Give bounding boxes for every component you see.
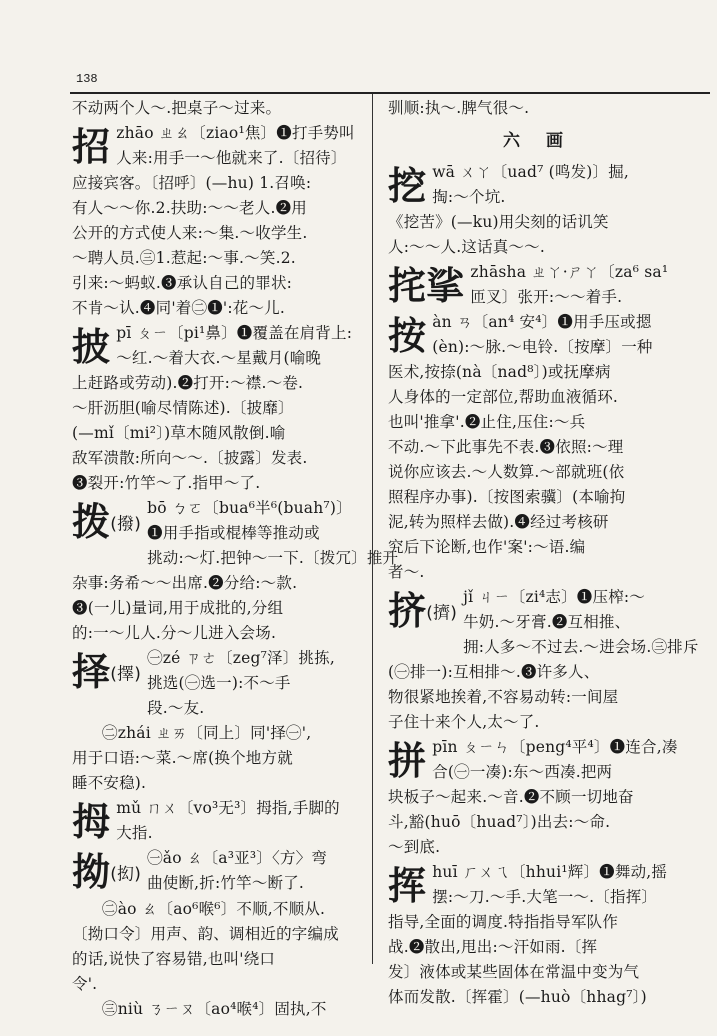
entry-text-line: 用于口语:～菜.～席(换个地方就 <box>72 749 293 767</box>
headword <box>388 739 426 783</box>
headword <box>72 325 110 369</box>
headword <box>72 650 141 697</box>
headword <box>388 264 464 308</box>
headword-variant: (擇) <box>110 664 142 685</box>
headword <box>72 800 110 844</box>
entry-text-line: 大指. <box>116 824 153 842</box>
entry-text-line: 摆:～刀.～手.大笔一～.〔指挥〕 <box>432 888 658 906</box>
entry-text-line: (㊀排一):互相排～.❸许多人、 <box>388 663 600 681</box>
entry-text-line: 人来:用手一～他就来了.〔招待〕 <box>116 149 347 167</box>
headword-char: 拇 <box>72 800 111 844</box>
entry-text-line: 段.～友. <box>147 699 205 717</box>
entry-text-line: 有人～～你.2.扶助:～～老人.❷用 <box>72 199 307 217</box>
entry-text-line: 杂事:务希～～出席.❷分给:～款. <box>72 574 298 592</box>
entry-text-line: 睡不安稳). <box>72 774 147 792</box>
entry-text-line: 应接宾客。〔招呼〕(—hu) 1.召唤: <box>72 174 312 192</box>
entry-text-line: àn ㄢ〔an⁴ 安⁴〕❶用手压或摁 <box>432 313 652 331</box>
entry-text-line: 泥,转为照样去做).❹经过考核研 <box>388 513 609 531</box>
page-number: 138 <box>76 72 98 86</box>
headword <box>72 125 110 169</box>
entry-text-line: 者～. <box>388 563 425 581</box>
entry-text-line: huī ㄏㄨㄟ〔hhui¹辉〕❶舞动,摇 <box>432 863 668 881</box>
dictionary-entry <box>72 846 362 897</box>
entry-text-line: 上赶路或劳动).❷打开:～襟.～卷. <box>72 374 304 392</box>
entry-text-line: 不肯～认.❹同'着㊁❶':花～儿. <box>72 299 285 317</box>
entry-text-line: 战.❷散出,甩出:～汗如雨.〔挥 <box>388 938 598 956</box>
dictionary-entry <box>72 721 362 796</box>
entry-text-line: 敌军溃散:所向～～.〔披露〕发表. <box>72 449 308 467</box>
headword-char: 择 <box>72 650 111 694</box>
entry-text-line: pī ㄆㄧ〔pi¹鼻〕❶覆盖在肩背上: <box>116 324 353 342</box>
entry-text-line: zhāo ㄓㄠ〔ziao¹焦〕❶打手势叫 <box>116 124 355 142</box>
entry-text-line: 物很紧地挨着,不容易动转:一间屋 <box>388 688 619 706</box>
dictionary-entry <box>388 735 688 860</box>
entry-text-line: 人:～～人.这话真～～. <box>388 238 545 256</box>
entry-text-line: 〔拗口令〕用声、韵、调相近的字编成 <box>72 924 339 943</box>
entry-text-line: 公开的方式使人来:～集.～收学生. <box>72 224 308 242</box>
entry-text-line: (èn):～脉.～电铃.〔按摩〕一种 <box>432 338 653 356</box>
headword-char: 拗 <box>72 850 111 894</box>
entry-text-line: 不动.～下此事先不表.❸依照:～理 <box>388 438 624 456</box>
entry-text-line: 曲使断,折:竹竿～断了. <box>147 874 305 892</box>
entry-text-line: 的话,说快了容易错,也叫'绕口 <box>72 949 276 968</box>
section-title: 六 画 <box>503 131 573 151</box>
entry-text-line: 块板子～起来.～音.❷不顾一切地奋 <box>388 788 634 806</box>
entry-text-line: ㊀ǎo ㄠ〔a³亚³〕〈方〉弯 <box>147 849 327 867</box>
dictionary-entry <box>388 585 699 735</box>
entry-text-line: 指导,全面的调度.特指指导军队作 <box>388 913 619 931</box>
entry-text-line: 说你应该去.～人数算.～部就班(依 <box>388 463 625 481</box>
dictionary-entry <box>388 860 688 1010</box>
entry-text-line: pīn ㄆㄧㄣ〔peng⁴平⁴〕❶连合,凑 <box>432 738 678 756</box>
entry-text-line: bō ㄅㄛ〔bua⁶半⁶(buah⁷)〕 <box>147 499 352 517</box>
right-column <box>388 96 699 1010</box>
entry-text-line: 匝叉〕张开:～～着手. <box>470 288 623 306</box>
dictionary-entry <box>388 160 688 260</box>
entry-text-line: zhāsha ㄓㄚ·ㄕㄚ〔za⁶ sa¹ <box>470 263 669 281</box>
entry-text-line: ❸(一儿)量词,用于成批的,分组 <box>72 599 284 617</box>
dictionary-entry <box>72 997 362 1022</box>
entry-text-line: ㊀zé ㄗㄜ〔zeg⁷泽〕挑拣, <box>147 649 335 667</box>
entry-text-line: 体而发散.〔挥霍〕(—huò〔hhag⁷〕) <box>388 988 647 1006</box>
entry-text-line: (—mǐ〔mi²〕)草木随风散倒.喻 <box>72 424 286 442</box>
dictionary-entry <box>72 796 362 846</box>
entry-text-line: jǐ ㄐㄧ〔zi⁴志〕❶压榨:～ <box>463 588 646 606</box>
dictionary-entry <box>72 646 362 721</box>
entry-text-line: 掏:～个坑. <box>432 188 506 206</box>
entry-text-line: ～红.～着大衣.～星戴月(喻晚 <box>116 349 322 367</box>
headword-char: 拼 <box>388 739 427 783</box>
entry-text-line: 不动两个人～.把桌子～过来。 <box>72 99 282 117</box>
entry-text-line: 照程序办事).〔按图索骥〕(本喻拘 <box>388 488 626 506</box>
entry-text-line: 究后下论断,也作'案':～语.编 <box>388 538 586 556</box>
headword <box>388 314 426 358</box>
left-column <box>72 96 399 1022</box>
headword-char: 挖 <box>388 164 427 208</box>
entry-text-line: 斗,豁(huō〔huad⁷〕)出去:～命. <box>388 813 611 831</box>
entry-text-line: ～到底. <box>388 838 441 856</box>
entry-text-line: 拥:人多～不过去.～进会场.㊂排斥 <box>463 638 699 656</box>
entry-text-line: ～聘人员.㊂1.惹起:～事.～笑.2. <box>72 249 296 267</box>
entry-text-line: 也叫'推拿'.❷止住,压住:～兵 <box>388 413 586 431</box>
entry-text-line: 的:一～儿人.分～儿进入会场. <box>72 624 277 642</box>
headword-variant: (撥) <box>110 514 142 535</box>
column-divider <box>372 94 373 964</box>
entry-text-line: 子住十来个人,太～了. <box>388 713 540 731</box>
headword <box>72 500 141 547</box>
dictionary-entry <box>72 121 362 321</box>
dictionary-entry <box>72 321 362 496</box>
entry-text-line: ㊁ào ㄠ〔ao⁶喉⁶〕不顺,不顺从. <box>102 899 326 918</box>
entry-text-line: 挑选(㊀选一):不～手 <box>147 674 291 692</box>
entry-text-line: 发〕液体或某些固体在常温中变为气 <box>388 963 640 981</box>
headword-char: 招 <box>72 125 111 169</box>
headword-char: 按 <box>388 314 427 358</box>
dictionary-entry <box>388 260 688 310</box>
entry-text-line: ㊂niù ㄋㄧㄡ〔ao⁴喉⁴〕固执,不 <box>102 999 327 1018</box>
entry-text-line: ❸裂开:竹竿～了.指甲～了. <box>72 474 261 492</box>
headword <box>388 589 457 636</box>
headword-variant: (擠) <box>426 603 458 624</box>
entry-text-line: wā ㄨㄚ〔uad⁷ (鸣发)〕掘, <box>432 163 630 181</box>
top-rule <box>70 92 710 94</box>
entry-text-line: 人身体的一定部位,帮助血液循环. <box>388 388 619 406</box>
entry-text-line: 挑动:～灯.把钟～一下.〔拨冗〕推开 <box>147 549 399 567</box>
headword <box>388 864 426 908</box>
entry-text-line: ❶用手指或棍棒等推动或 <box>147 524 320 542</box>
headword-char: 挓挲 <box>388 264 465 308</box>
entry-text-line: ㊁zhái ㄓㄞ〔同上〕同'择㊀', <box>102 724 312 742</box>
dictionary-entry <box>388 310 688 585</box>
headword <box>388 164 426 208</box>
headword-char: 披 <box>72 325 111 369</box>
headword <box>72 850 141 897</box>
entry-text-line: 合(㊀一凑):东～西凑.把两 <box>432 763 613 781</box>
continued-text-line: 驯顺:执～.脾气很～. <box>388 99 530 117</box>
dictionary-entry <box>72 96 362 121</box>
headword-char: 拨 <box>72 500 111 544</box>
entry-text-line: ～肝沥胆(喻尽情陈述).〔披靡〕 <box>72 399 294 417</box>
headword-variant: (抝) <box>110 864 142 885</box>
headword-char: 挤 <box>388 589 427 633</box>
dictionary-entry <box>72 897 362 997</box>
entry-text-line: 令'. <box>72 974 98 993</box>
dictionary-entry <box>72 496 399 646</box>
entry-text-line: 引来:～蚂蚁.❸承认自己的罪状: <box>72 274 293 292</box>
headword-char: 挥 <box>388 864 427 908</box>
entry-text-line: 《挖苦》(—ku)用尖刻的话讥笑 <box>388 213 609 231</box>
entry-text-line: mǔ ㄇㄨ〔vo³无³〕拇指,手脚的 <box>116 799 340 817</box>
entry-text-line: 牛奶.～牙膏.❷互相推、 <box>463 613 631 631</box>
entry-text-line: 医术,按捺(nà〔nad⁸〕)或抚摩病 <box>388 363 611 381</box>
